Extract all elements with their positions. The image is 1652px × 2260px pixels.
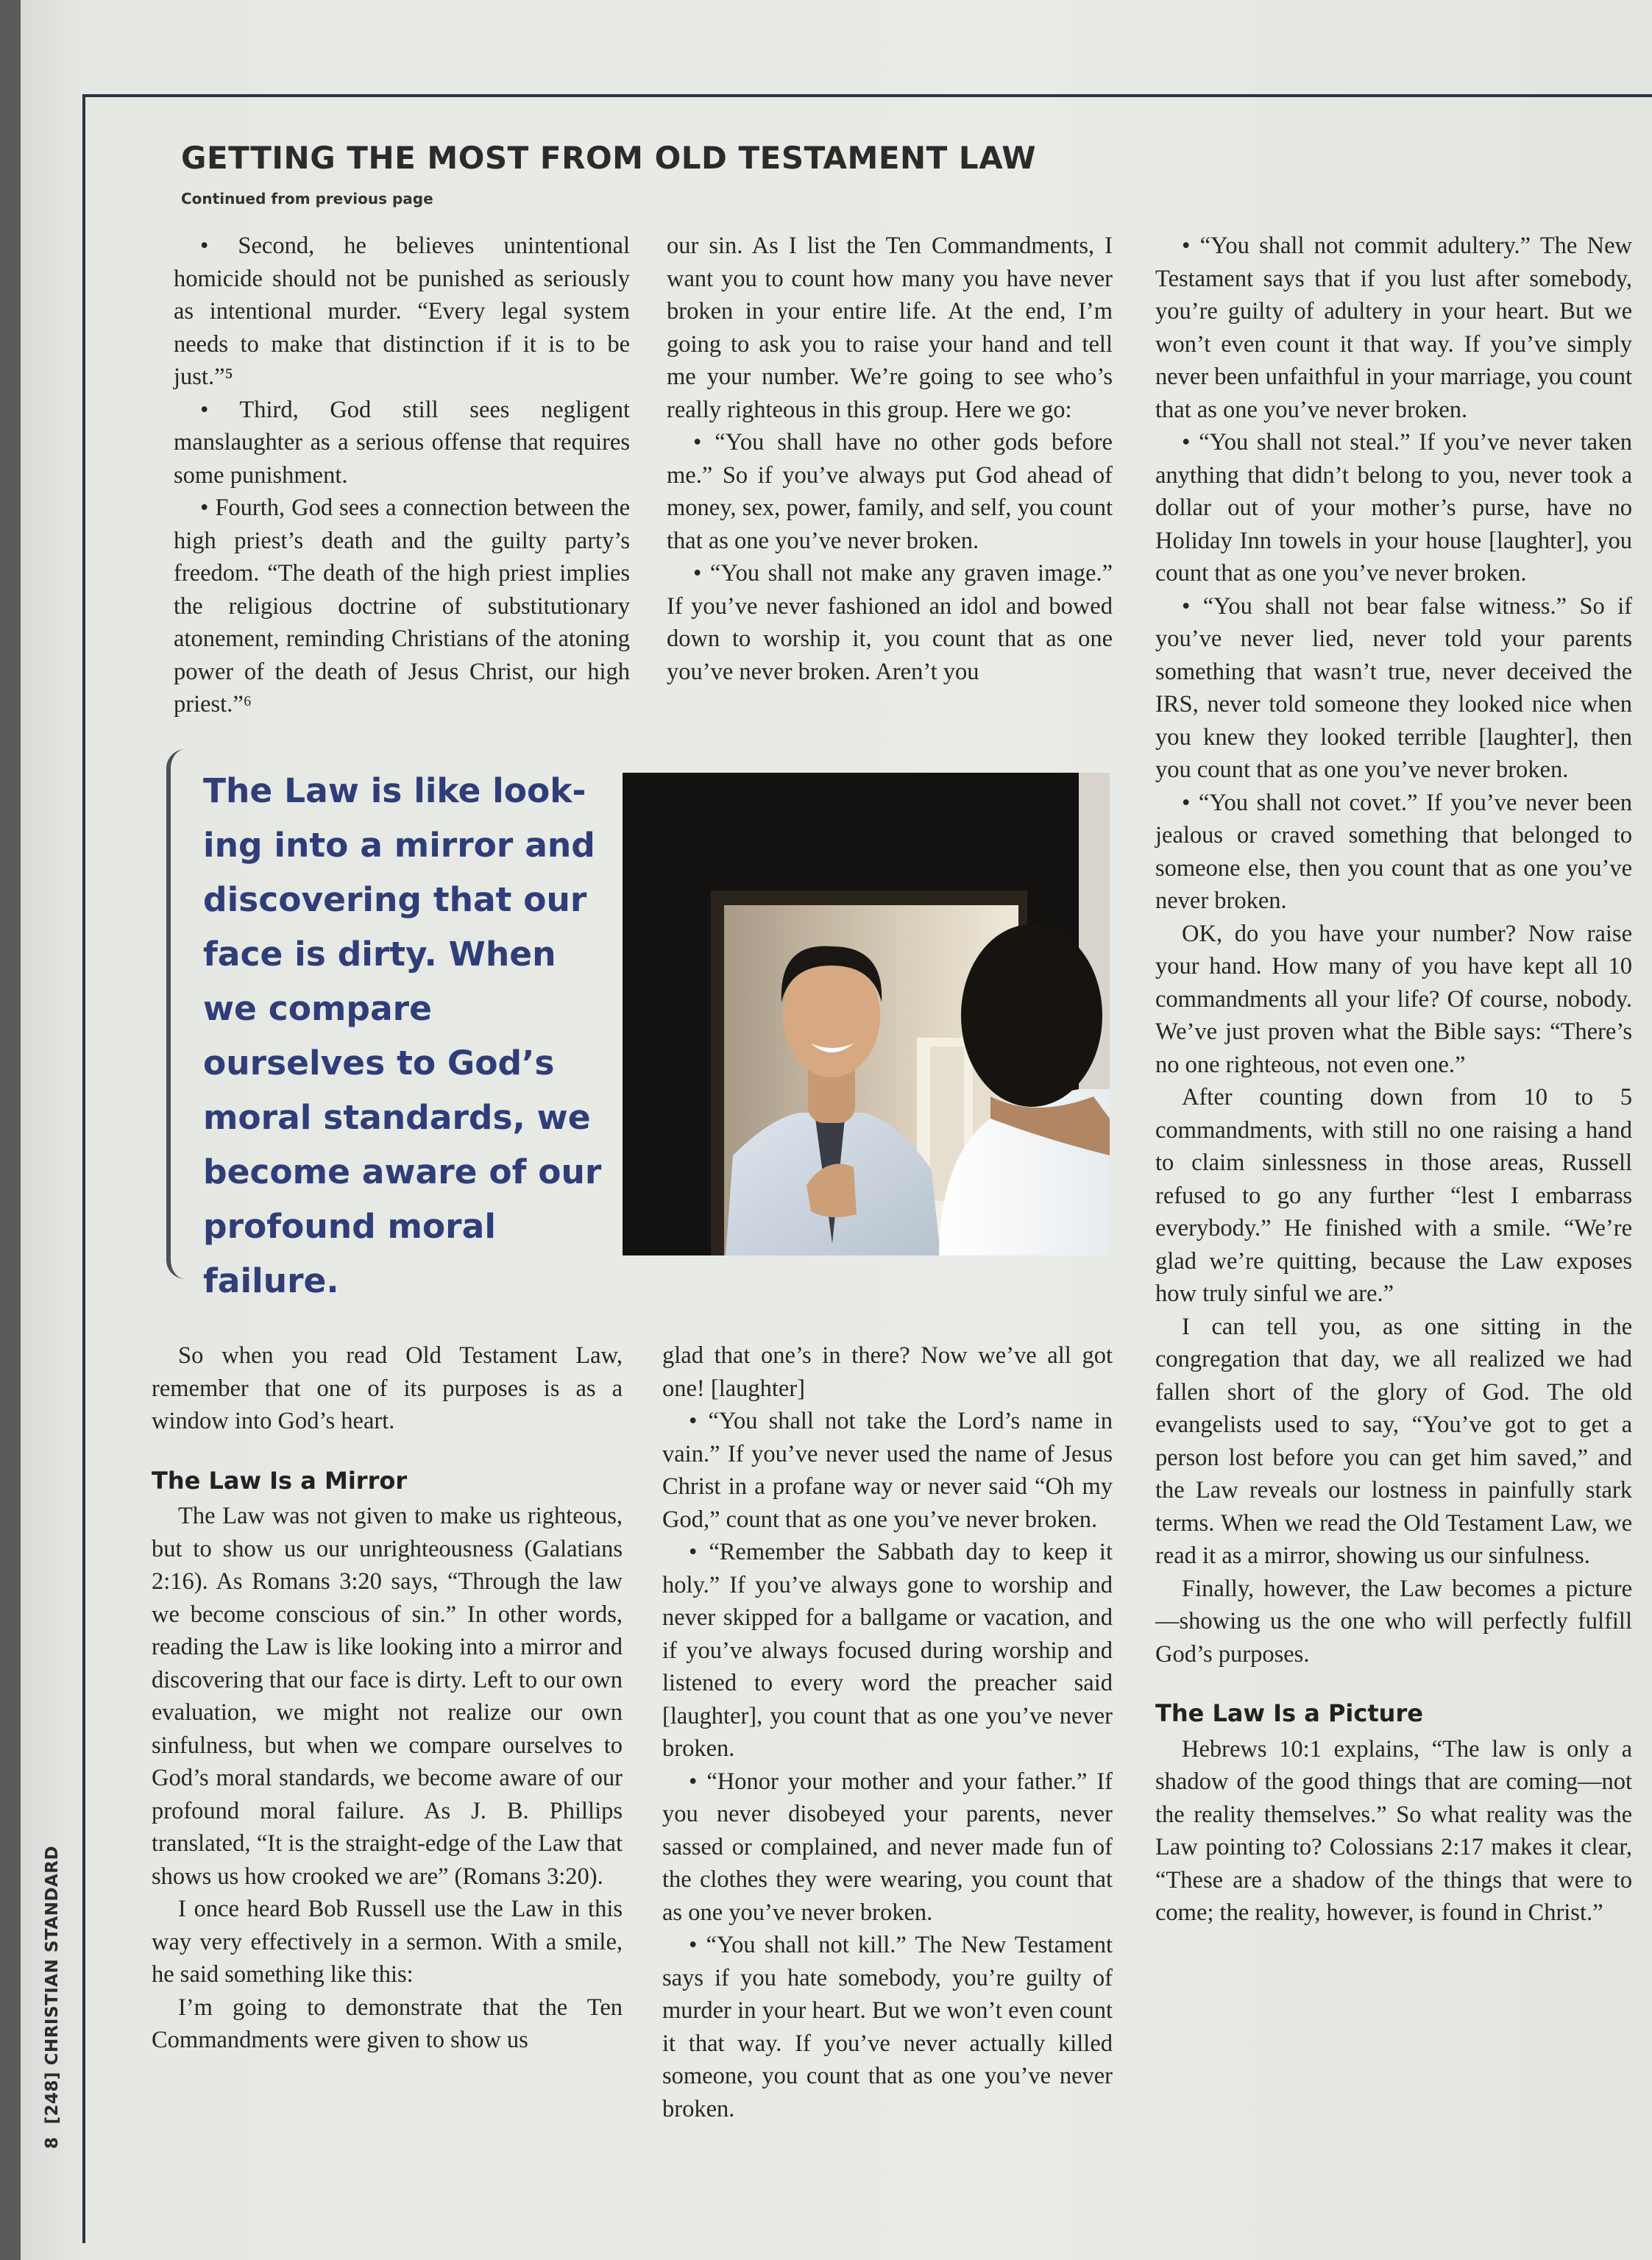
- column-1-top: [174, 230, 630, 721]
- paragraph: our sin. As I list the Ten Commandments, I want you to count how many you have never broken in your entire life. At the end, I’m going to ask you to raise your hand and tell me your number. We’re going to see who’s really righteous in this group. Here we go:: [667, 233, 1113, 423]
- paragraph: • “Honor your mother and your father.” If you never disobeyed your parents, never sassed or complained, and never made fun of the clothes they were wearing, you count that as one you’ve never broken.: [662, 1768, 1113, 1926]
- column-2-bottom: [662, 1339, 1113, 2125]
- man-adjusting-tie-image: [623, 773, 1110, 1255]
- column-2-top: [667, 230, 1113, 688]
- paragraph: • Fourth, God sees a connection between the high priest’s death and the guilty party’s freedom. “The death of the high priest implies the religious doctrine of substitutionary atonement, reminding Christians of the atoning power of the death of Jesus Christ, our high priest.”⁶: [174, 495, 630, 718]
- paragraph: After counting down from 10 to 5 commandments, with still no one raising a hand to claim sinlessness in those areas, Russell refused to go any further “lest I embarrass everybody.” He finished with a smile. “We’re glad we’re quitting, because the Law exposes how truly sinful we are.”: [1155, 1084, 1632, 1307]
- paragraph: glad that one’s in there? Now we’ve all got one! [laughter]: [662, 1342, 1113, 1402]
- paragraph: OK, do you have your number? Now raise your hand. How many of you have kept all 10 commandments all your life? Of course, nobody. We’ve just proven what the Bible says: “There’s no one righteous, not even one.”: [1155, 920, 1632, 1078]
- paragraph: • “You shall not make any graven image.” If you’ve never fashioned an idol and bowed down to worship it, you count that as one you’ve never broken. Aren’t you: [667, 560, 1113, 685]
- paragraph: • “You shall not take the Lord’s name in vain.” If you’ve never used the name of Jesus Christ in a profane way or never said “Oh my God,” count that as one you’ve never broken.: [662, 1408, 1113, 1533]
- paragraph: • Third, God still sees negligent manslaughter as a serious offense that requires some punishment.: [174, 396, 630, 489]
- column-1-bottom: [152, 1339, 623, 2057]
- pull-quote-box: [166, 749, 615, 1300]
- paragraph: I can tell you, as one sitting in the congregation that day, we all realized we had fallen short of the glory of God. The old evangelists used to say, “You’ve got to get a person lost before you can get him saved,” and the Law reveals our lostness in painfully stark terms. When we read the Old Testament Law, we read it as a mirror, showing us our sinfulness.: [1155, 1313, 1632, 1569]
- section-heading-mirror: The Law Is a Mirror: [152, 1466, 408, 1495]
- paragraph: • Second, he believes unintentional homicide should not be punished as seriously as intentional murder. “Every legal system needs to make that distinction if it is to be just.”⁵: [174, 233, 630, 390]
- paragraph: • “Remember the Sabbath day to keep it holy.” If you’ve always gone to worship and never skipped for a ballgame or vacation, and if you’ve always focused during worship and listened to every word the preacher said [laughter], you count that as one you’ve never broken.: [662, 1539, 1113, 1762]
- paragraph: • “You shall not commit adultery.” The New Testament says that if you lust after somebody, you’re guilty of adultery in your heart. But we won’t even count it that way. If you’ve simply never been unfaithful in your marriage, you count that as one you’ve never broken.: [1155, 233, 1632, 423]
- page-number: 8: [43, 2136, 62, 2149]
- article-title: GETTING THE MOST FROM OLD TESTAMENT LAW: [181, 140, 1037, 176]
- continued-note: Continued from previous page: [181, 190, 433, 208]
- paragraph: So when you read Old Testament Law, remember that one of its purposes is as a window into God’s heart.: [152, 1342, 623, 1434]
- pull-quote: The Law is like looking into a mirror and discovering that our face is dirty. When we compare ourselves to God’s moral standards, we become aware of our profound moral failure.: [203, 771, 602, 1300]
- paragraph: Hebrews 10:1 explains, “The law is only a shadow of the good things that are coming—not the reality themselves.” So what reality was the Law pointing to? Colossians 2:17 makes it clear, “These are a shadow of the things that were to come; the reality, however, is found in Christ.”: [1155, 1735, 1632, 1926]
- section-heading-picture: The Law Is a Picture: [1155, 1699, 1423, 1727]
- publication-name: CHRISTIAN STANDARD: [43, 1845, 62, 2066]
- paragraph: I once heard Bob Russell use the Law in this way very effectively in a sermon. With a smile, he said something like this:: [152, 1896, 623, 1988]
- paragraph: • “You shall not bear false witness.” So if you’ve never lied, never told your parents something that wasn’t true, never deceived the IRS, never told someone they looked nice when you knew they looked terrible [laughter], then you count that as one you’ve never broken.: [1155, 592, 1632, 783]
- mirror-photo: [623, 773, 1110, 1255]
- paragraph: • “You shall have no other gods before me.” So if you’ve always put God ahead of money, sex, power, family, and self, you count that as one you’ve never broken.: [667, 429, 1113, 554]
- column-3: [1155, 230, 1632, 1930]
- paragraph: Finally, however, the Law becomes a picture—showing us the one who will perfectly fulfill God’s purposes.: [1155, 1575, 1632, 1668]
- paragraph: • “You shall not covet.” If you’ve never been jealous or craved something that belonged to someone else, then you count that as one you’ve never broken.: [1155, 789, 1632, 914]
- paragraph: I’m going to demonstrate that the Ten Commandments were given to show us: [152, 1994, 623, 2053]
- paragraph: The Law was not given to make us righteous, but to show us our unrighteousness (Galatians 2:16). As Romans 3:20 says, “Through the law we become conscious of sin.” In other words, reading the Law is like looking into a mirror and discovering that our face is dirty. Left to our own evaluation, we might not realize our own sinfulness, but when we compare ourselves to God’s moral standards, we become aware of our profound moral failure. As J. B. Phillips translated, “It is the straight-edge of the Law that shows us how crooked we are” (Romans 3:20).: [152, 1503, 623, 1890]
- folio-number: [248]: [43, 2071, 62, 2125]
- page-folio: [43, 1846, 62, 2149]
- magazine-spine: [0, 0, 21, 2260]
- paragraph: • “You shall not steal.” If you’ve never taken anything that didn’t belong to you, never took a dollar out of your mother’s purse, have no Holiday Inn towels in your house [laughter], you count that as one you’ve never broken.: [1155, 429, 1632, 587]
- paragraph: • “You shall not kill.” The New Testament says if you hate somebody, you’re guilty of murder in your heart. But we won’t even count it that way. If you’ve never actually killed someone, you count that as one you’ve never broken.: [662, 1932, 1113, 2122]
